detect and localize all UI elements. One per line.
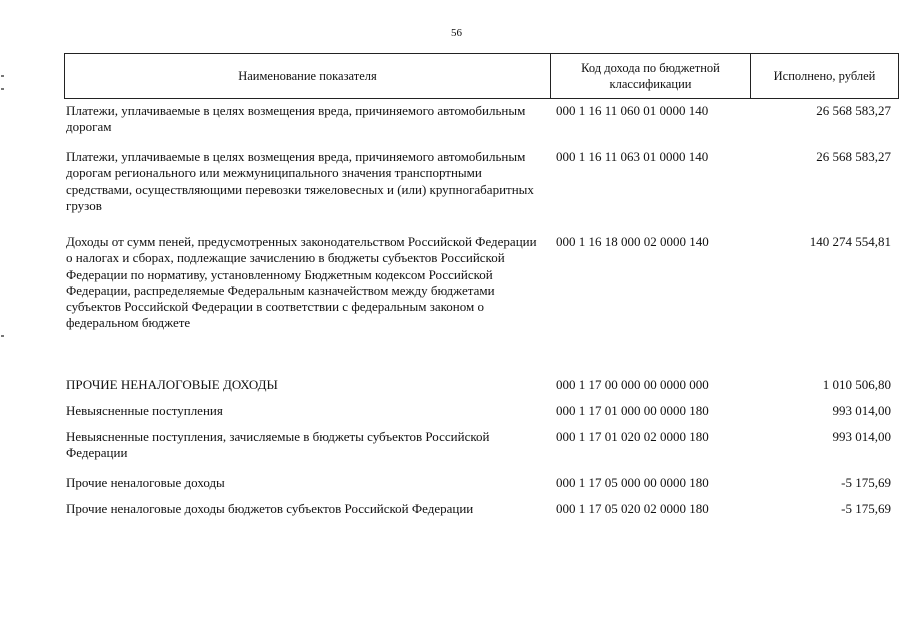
row-name: Доходы от сумм пеней, предусмотренных законодательством Российской Федерации о налогах и сборах, подлежащие зачислению в бюджеты субъектов Российской Федерации по нормативу, установленному Бюджетным кодексом Российской Федерации, распределяемые Федеральным казначейством между бюджетами субъектов Российской Федерации в соответствии с федеральным законом о федеральном бюджете xyxy=(66,234,537,331)
row-code: 000 1 17 05 020 02 0000 180 xyxy=(556,501,709,516)
row-code: 000 1 17 05 000 00 0000 180 xyxy=(556,475,709,490)
row-code: 000 1 17 00 000 00 0000 000 xyxy=(556,377,709,392)
row-name: ПРОЧИЕ НЕНАЛОГОВЫЕ ДОХОДЫ xyxy=(66,377,278,392)
row-name: Прочие неналоговые доходы xyxy=(66,475,225,490)
header-code-column: Код дохода по бюджетной классификации xyxy=(551,54,751,98)
row-name: Прочие неналоговые доходы бюджетов субъектов Российской Федерации xyxy=(66,501,474,516)
table-header xyxy=(64,53,899,99)
scan-edge-mark xyxy=(1,335,4,337)
header-amount-column: Исполнено, рублей xyxy=(773,69,876,83)
row-code: 000 1 16 11 063 01 0000 140 xyxy=(556,149,709,164)
row-name: Невыясненные поступления, зачисляемые в бюджеты субъектов Российской Федерации xyxy=(66,429,490,461)
page-number: 56 xyxy=(451,27,462,39)
row-name: Платежи, уплачиваемые в целях возмещения вреда, причиняемого автомобильным дорогам регионального или межмуниципального значения транспортными средствами, осуществляющими перевозки тяжеловесных и (или) крупногабаритных грузов xyxy=(66,149,534,213)
row-name: Платежи, уплачиваемые в целях возмещения вреда, причиняемого автомобильным дорогам xyxy=(66,103,526,135)
header-name-column: Наименование показателя xyxy=(65,54,551,98)
row-amount: 1 010 506,80 xyxy=(822,377,891,392)
row-name: Невыясненные поступления xyxy=(66,403,223,418)
row-amount: 26 568 583,27 xyxy=(816,103,891,118)
row-amount: 140 274 554,81 xyxy=(809,234,891,249)
row-amount: 993 014,00 xyxy=(832,403,891,418)
scan-edge-mark xyxy=(1,88,4,90)
row-amount: 993 014,00 xyxy=(832,429,891,444)
scan-edge-mark xyxy=(1,75,4,77)
row-code: 000 1 16 11 060 01 0000 140 xyxy=(556,103,709,118)
row-amount: -5 175,69 xyxy=(841,501,891,516)
row-amount: 26 568 583,27 xyxy=(816,149,891,164)
row-code: 000 1 16 18 000 02 0000 140 xyxy=(556,234,709,249)
row-amount: -5 175,69 xyxy=(841,475,891,490)
row-code: 000 1 17 01 020 02 0000 180 xyxy=(556,429,709,444)
row-code: 000 1 17 01 000 00 0000 180 xyxy=(556,403,709,418)
